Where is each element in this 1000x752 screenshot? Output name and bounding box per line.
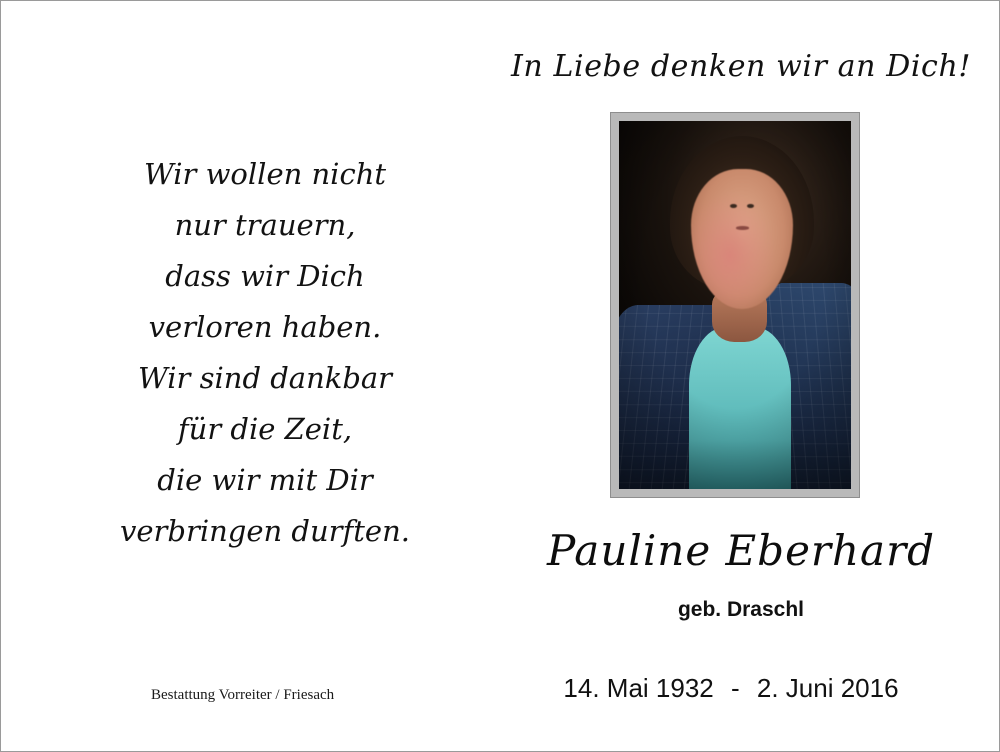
poem-line: verbringen durften. [120,514,410,548]
date-separator: - [730,673,740,703]
maiden-name: geb. Draschl [677,598,805,621]
poem-line: Wir wollen nicht [143,157,387,191]
birth-date: 14. Mai 1932 [563,673,714,703]
death-date: 2. Juni 2016 [756,673,899,703]
photo-vignette [619,121,851,489]
poem-line: Wir sind dankbar [137,361,393,395]
poem-line: für die Zeit, [177,412,353,446]
portrait-frame [611,113,859,497]
poem-line: verloren haben. [148,310,382,344]
headline-text: In Liebe denken wir an Dich! [510,49,972,84]
portrait-photo [619,121,851,489]
life-dates [481,673,981,704]
poem-block [97,149,433,557]
poem-line: nur trauern, [174,208,356,242]
deceased-name: Pauline Eberhard [546,526,936,575]
poem-line: dass wir Dich [165,259,365,293]
poem-line: die wir mit Dir [157,463,373,497]
funeral-home-credit: Bestattung Vorreiter / Friesach [151,687,335,703]
